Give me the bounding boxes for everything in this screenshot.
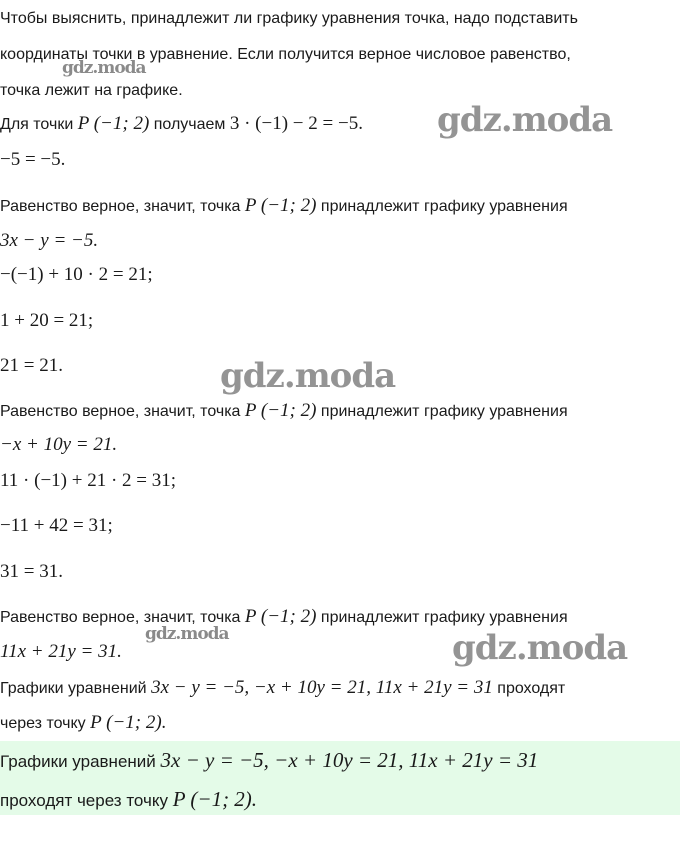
watermark: gdz.moda: [220, 356, 396, 396]
conclusion-text-3: через точку: [0, 715, 91, 732]
watermark: gdz.moda: [62, 58, 146, 78]
check1-text: Для точки: [0, 116, 78, 133]
intro-line-3: точка лежит на графике.: [0, 82, 183, 99]
verdict-text: Равенство верное, значит, точка: [0, 403, 245, 420]
verdict-3: [0, 606, 568, 629]
conclusion-line-1: [0, 677, 565, 700]
conclusion-text-2: проходят: [492, 680, 566, 697]
check3-line-3: 31 = 31.: [0, 561, 63, 582]
check1-text2: получаем: [149, 116, 230, 133]
intro-line-2: координаты точки в уравнение. Если получится верное числовое равенство,: [0, 46, 571, 63]
verdict-point: P (−1; 2): [244, 606, 317, 627]
answer-line-2: [0, 788, 257, 812]
verdict-point: P (−1; 2): [244, 400, 317, 421]
intro-line-1: Чтобы выяснить, принадлежит ли графику уравнения точка, надо подставить: [0, 10, 578, 27]
check3-line-1: 11 · (−1) + 21 · 2 = 31;: [0, 470, 177, 491]
answer-point: P (−1; 2).: [172, 787, 258, 811]
check3-line-2: −11 + 42 = 31;: [0, 515, 113, 536]
verdict-tail: принадлежит графику уравнения: [316, 198, 568, 215]
verdict-point: P (−1; 2): [244, 195, 317, 216]
check2-line-1: −(−1) + 10 · 2 = 21;: [0, 264, 153, 285]
watermark: gdz.moda: [452, 628, 628, 668]
watermark: gdz.moda: [437, 100, 613, 140]
check1-calc: 3 · (−1) − 2 = −5.: [229, 113, 363, 134]
answer-text-2: проходят через точку: [0, 791, 173, 810]
conclusion-point: P (−1; 2).: [90, 712, 167, 733]
check1-line: [0, 113, 363, 136]
watermark: gdz.moda: [145, 624, 229, 644]
answer-equations: 3x − y = −5, −x + 10y = 21, 11x + 21y = 31: [160, 748, 539, 772]
check2-line-2: 1 + 20 = 21;: [0, 310, 94, 331]
check1-result: −5 = −5.: [0, 149, 66, 170]
conclusion-text: Графики уравнений: [0, 680, 152, 697]
equation-1: 3x − y = −5.: [0, 230, 99, 251]
conclusion-equations: 3x − y = −5, −x + 10y = 21, 11x + 21y = 31: [151, 677, 493, 698]
check1-point: P (−1; 2): [77, 113, 150, 134]
check2-line-3: 21 = 21.: [0, 355, 63, 376]
verdict-text: Равенство верное, значит, точка: [0, 198, 245, 215]
verdict-tail: принадлежит графику уравнения: [316, 609, 568, 626]
answer-text: Графики уравнений: [0, 752, 161, 771]
verdict-text: Равенство верное, значит, точка: [0, 609, 245, 626]
equation-2: −x + 10y = 21.: [0, 434, 118, 455]
answer-line-1: [0, 749, 538, 773]
verdict-2: [0, 400, 568, 423]
verdict-tail: принадлежит графику уравнения: [316, 403, 568, 420]
verdict-1: [0, 195, 568, 218]
conclusion-line-2: [0, 712, 166, 735]
equation-3: 11x + 21y = 31.: [0, 641, 122, 662]
